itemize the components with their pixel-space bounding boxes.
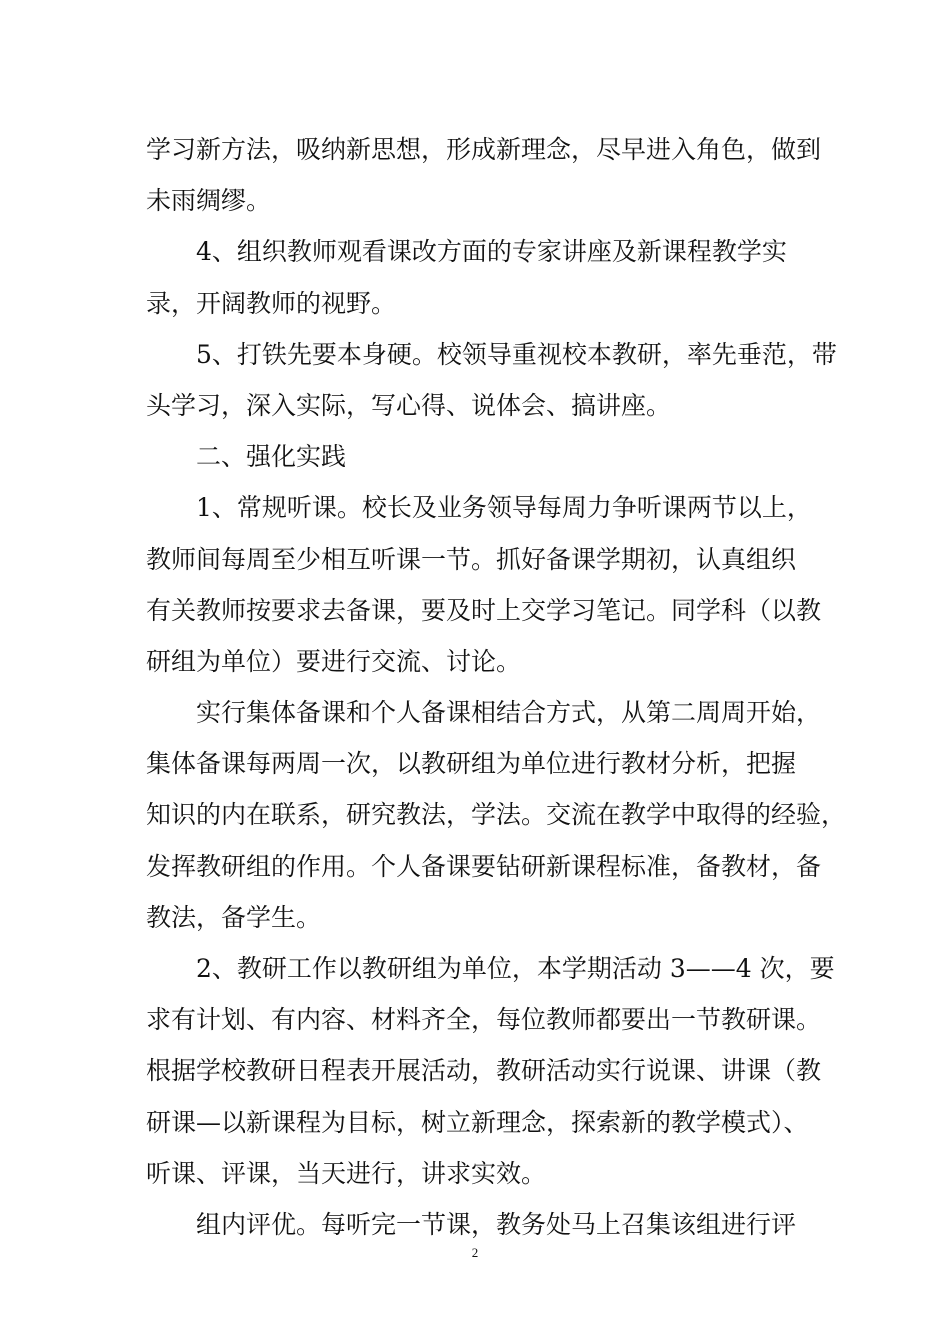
text-line-12: 实行集体备课和个人备课相结合方式，从第二周周开始， (196, 698, 822, 728)
text-line-15: 发挥教研组的作用。个人备课要钻研新课程标准，备教材，备 (146, 851, 822, 881)
text-line-21: 听课、评课，当天进行，讲求实效。 (146, 1158, 547, 1188)
text-line-5: 5、打铁先要本身硬。校领导重视校本教研，率先垂范，带 (196, 339, 837, 369)
text-line-13: 集体备课每两周一次，以教研组为单位进行教材分析，把握 (146, 749, 797, 779)
text-line-17: 2、教研工作以教研组为单位，本学期活动 3——4 次，要 (196, 954, 835, 983)
text-line-9: 教师间每周至少相互听课一节。抓好备课学期初，认真组织 (146, 544, 797, 574)
text-line-16: 教法，备学生。 (146, 902, 322, 932)
page-number: 2 (471, 1245, 479, 1260)
text-line-11: 研组为单位）要进行交流、讨论。 (146, 646, 522, 676)
text-line-4: 录，开阔教师的视野。 (146, 288, 397, 318)
text-line-2: 未雨绸缪。 (146, 186, 272, 216)
text-line-19: 根据学校教研日程表开展活动，教研活动实行说课、讲课（教 (146, 1056, 822, 1086)
text-line-8: 1、常规听课。校长及业务领导每周力争听课两节以上， (196, 493, 812, 523)
body-text (146, 124, 847, 1250)
text-line-22: 组内评优。每听完一节课，教务处马上召集该组进行评 (196, 1209, 797, 1239)
text-line-1: 学习新方法，吸纳新思想，形成新理念，尽早进入角色，做到 (146, 135, 822, 164)
text-line-20: 研课—以新课程为目标，树立新理念，探索新的教学模式）、 (146, 1107, 809, 1137)
text-line-14: 知识的内在联系，研究教法，学法。交流在教学中取得的经验， (146, 800, 847, 830)
section-heading: 二、强化实践 (196, 442, 347, 472)
text-line-18: 求有计划、有内容、材料齐全，每位教师都要出一节教研课。 (146, 1005, 822, 1035)
text-line-10: 有关教师按要求去备课，要及时上交学习笔记。同学科（以教 (146, 595, 822, 625)
text-line-3: 4、组织教师观看课改方面的专家讲座及新课程教学实 (196, 237, 787, 267)
text-line-6: 头学习，深入实际，写心得、说体会、搞讲座。 (146, 390, 672, 420)
